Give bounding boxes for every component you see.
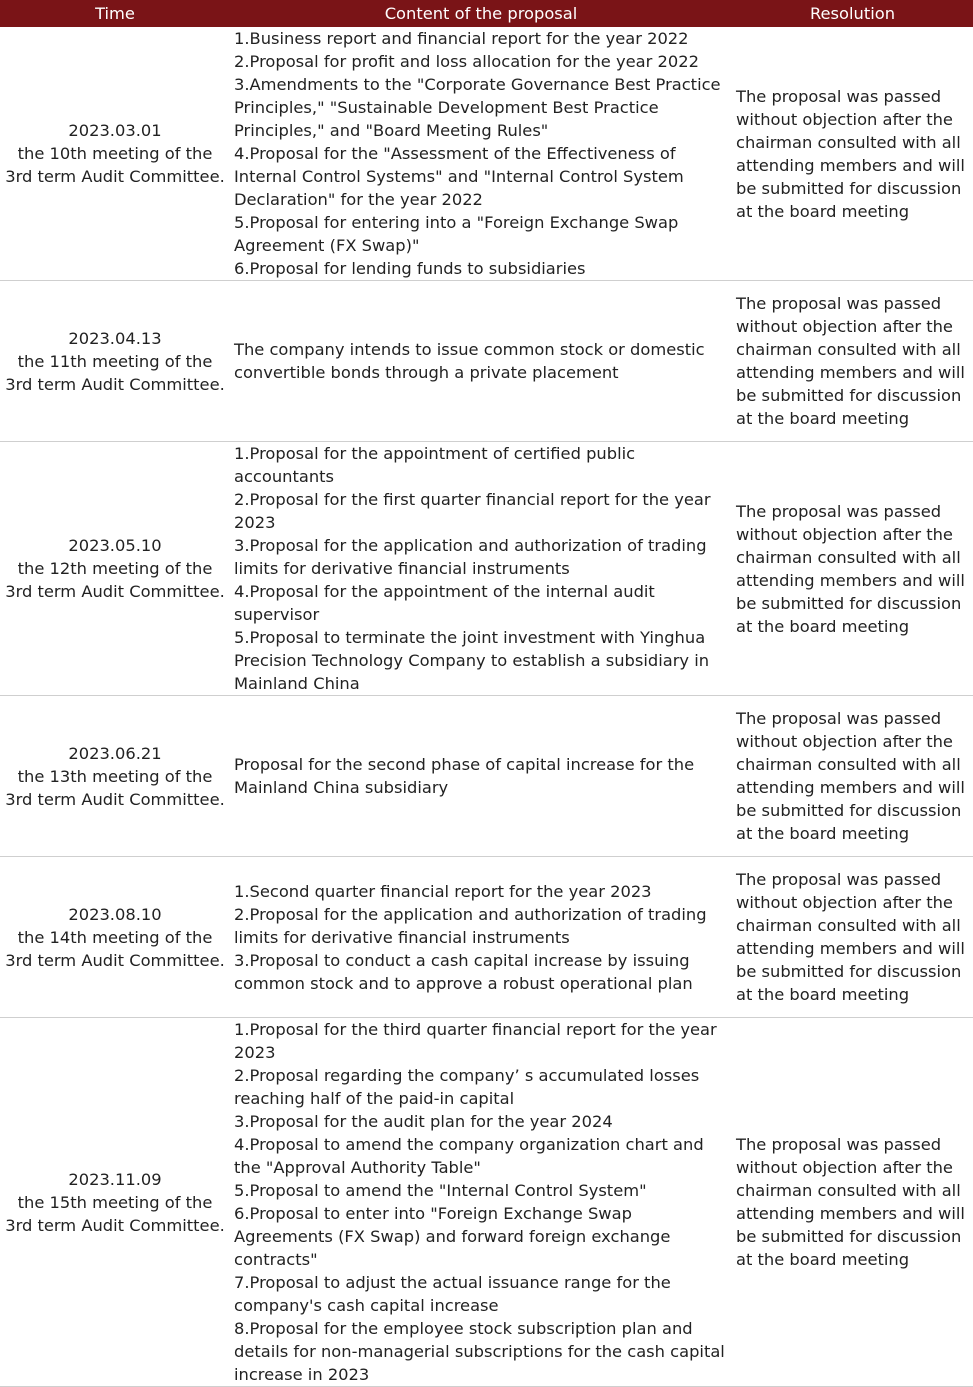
table-row (0, 857, 973, 1018)
table-row (0, 696, 973, 857)
proposal-item: 2.Proposal for the application and authorization of trading limits for derivative financial instruments (234, 904, 712, 947)
header-row (0, 0, 973, 27)
proposal-item: 5.Proposal to amend the "Internal Control System" (234, 1181, 647, 1200)
time-cell (0, 281, 230, 442)
meeting-name: the 15th meeting of the 3rd term Audit Committee. (5, 1192, 225, 1235)
meeting-name: the 14th meeting of the 3rd term Audit Committee. (5, 927, 225, 970)
content-cell (230, 27, 732, 281)
meeting-date: 2023.08.10 (68, 904, 162, 924)
meeting-name: the 11th meeting of the 3rd term Audit Committee. (5, 351, 225, 394)
resolution-cell: The proposal was passed without objection after the chairman consulted with all attending members and will be submitted for discussion at the board meeting (732, 1018, 973, 1387)
proposal-item: 3.Amendments to the "Corporate Governance Best Practice Principles," "Sustainable Development Best Practice Principles," and "Board Meeting Rules" (234, 75, 726, 140)
proposal-item: 1.Business report and financial report for the year 2022 (234, 29, 689, 48)
time-cell (0, 442, 230, 696)
time-cell (0, 696, 230, 857)
proposal-item: 6.Proposal to enter into "Foreign Exchange Swap Agreements (FX Swap) and forward foreign exchange contracts" (234, 1204, 676, 1269)
meeting-date: 2023.05.10 (68, 536, 162, 555)
proposal-item: Proposal for the second phase of capital increase for the Mainland China subsidiary (234, 755, 700, 797)
proposal-item: 2.Proposal regarding the company’ s accumulated losses reaching half of the paid-in capital (234, 1066, 705, 1108)
content-cell (230, 442, 732, 696)
meeting-date: 2023.03.01 (68, 121, 162, 140)
table-row (0, 1018, 973, 1387)
table-row (0, 281, 973, 442)
table-row (0, 27, 973, 281)
header-time: Time (0, 0, 230, 27)
proposal-item: 5.Proposal for entering into a "Foreign Exchange Swap Agreement (FX Swap)" (234, 213, 684, 255)
resolution-cell: The proposal was passed without objection after the chairman consulted with all attending members and will be submitted for discussion at the board meeting (732, 696, 973, 857)
table-body (0, 27, 973, 1387)
table-header (0, 0, 973, 27)
meeting-name: the 13th meeting of the 3rd term Audit Committee. (5, 766, 225, 809)
resolution-cell: The proposal was passed without objection after the chairman consulted with all attending members and will be submitted for discussion at the board meeting (732, 281, 973, 442)
resolution-cell: The proposal was passed without objection after the chairman consulted with all attending members and will be submitted for discussion at the board meeting (732, 857, 973, 1018)
time-cell (0, 27, 230, 281)
proposal-item: 3.Proposal to conduct a cash capital increase by issuing common stock and to approve a robust operational plan (234, 950, 695, 993)
time-cell (0, 1018, 230, 1387)
proposal-item: 1.Proposal for the appointment of certified public accountants (234, 444, 641, 486)
content-cell (230, 696, 732, 857)
proposal-item: 1.Proposal for the third quarter financial report for the year 2023 (234, 1020, 722, 1062)
proposal-item: 5.Proposal to terminate the joint investment with Yinghua Precision Technology Company to establish a subsidiary in Mainland China (234, 628, 715, 693)
meeting-name: the 12th meeting of the 3rd term Audit Committee. (5, 559, 225, 601)
header-content: Content of the proposal (230, 0, 732, 27)
proposal-item: 8.Proposal for the employee stock subscription plan and details for non-managerial subscriptions for the cash capital increase in 2023 (234, 1319, 731, 1384)
proposal-item: 1.Second quarter financial report for the year 2023 (234, 881, 652, 901)
resolution-cell: The proposal was passed without objection after the chairman consulted with all attending members and will be submitted for discussion at the board meeting (732, 442, 973, 696)
content-cell (230, 281, 732, 442)
meeting-date: 2023.04.13 (68, 328, 162, 348)
proposal-item: 4.Proposal for the appointment of the internal audit supervisor (234, 582, 660, 624)
meeting-date: 2023.06.21 (68, 743, 162, 763)
content-cell (230, 1018, 732, 1387)
proposal-item: 2.Proposal for the first quarter financial report for the year 2023 (234, 490, 716, 532)
meeting-date: 2023.11.09 (68, 1169, 162, 1189)
proposal-item: The company intends to issue common stock or domestic convertible bonds through a private placement (234, 340, 710, 382)
proposal-item: 4.Proposal for the "Assessment of the Effectiveness of Internal Control Systems" and "Internal Control System Declaration" for the year 2022 (234, 144, 689, 209)
resolution-cell: The proposal was passed without objection after the chairman consulted with all attending members and will be submitted for discussion at the board meeting (732, 27, 973, 281)
proposal-item: 2.Proposal for profit and loss allocation for the year 2022 (234, 52, 699, 71)
proposal-item: 3.Proposal for the audit plan for the year 2024 (234, 1112, 613, 1131)
header-resolution: Resolution (732, 0, 973, 27)
meeting-name: the 10th meeting of the 3rd term Audit Committee. (5, 144, 225, 186)
proposal-item: 4.Proposal to amend the company organization chart and the "Approval Authority Table" (234, 1135, 709, 1177)
content-cell (230, 857, 732, 1018)
time-cell (0, 857, 230, 1018)
proposal-item: 3.Proposal for the application and authorization of trading limits for derivative financial instruments (234, 536, 712, 578)
proposal-item: 6.Proposal for lending funds to subsidiaries (234, 259, 586, 278)
table-row (0, 442, 973, 696)
proposal-item: 7.Proposal to adjust the actual issuance range for the company's cash capital increase (234, 1273, 676, 1315)
